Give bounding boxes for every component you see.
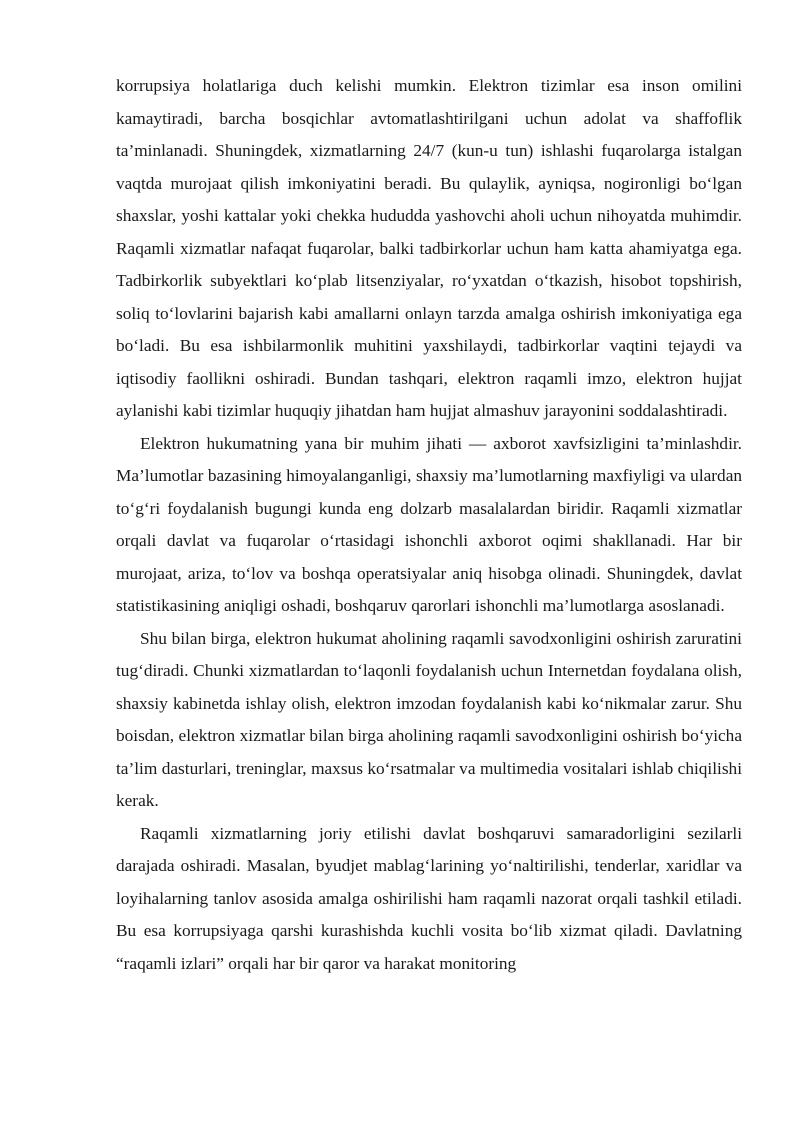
- document-body: [116, 70, 742, 980]
- paragraph: korrupsiya holatlariga duch kelishi mumkin. Elektron tizimlar esa inson omilini kamaytiradi, barcha bosqichlar avtomatlashtirilgani uchun adolat va shaffoflik ta’minlanadi. Shuningdek, xizmatlarning 24/7 (kun-u tun) ishlashi fuqarolarga istalgan vaqtda murojaat qilish imkoniyatini beradi. Bu qulaylik, ayniqsa, nogironligi bo‘lgan shaxslar, yoshi kattalar yoki chekka hududda yashovchi aholi uchun nihoyatda muhimdir. Raqamli xizmatlar nafaqat fuqarolar, balki tadbirkorlar uchun ham katta ahamiyatga ega. Tadbirkorlik subyektlari ko‘plab litsenziyalar, ro‘yxatdan o‘tkazish, hisobot topshirish, soliq to‘lovlarini bajarish kabi amallarni onlayn tarzda amalga oshirish imkoniyatiga ega bo‘ladi. Bu esa ishbilarmonlik muhitini yaxshilaydi, tadbirkorlar vaqtini tejaydi va iqtisodiy faollikni oshiradi. Bundan tashqari, elektron raqamli imzo, elektron hujjat aylanishi kabi tizimlar huquqiy jihatdan ham hujjat almashuv jarayonini soddalashtiradi.: [116, 76, 742, 420]
- paragraph: Elektron hukumatning yana bir muhim jihati — axborot xavfsizligini ta’minlashdir. Ma’lumotlar bazasining himoyalanganligi, shaxsiy ma’lumotlarning maxfiyligi va ulardan to‘g‘ri foydalanish bugungi kunda eng dolzarb masalalardan biridir. Raqamli xizmatlar orqali davlat va fuqarolar o‘rtasidagi ishonchli axborot oqimi shakllanadi. Har bir murojaat, ariza, to‘lov va boshqa operatsiyalar aniq hisobga olinadi. Shuningdek, davlat statistikasining aniqligi oshadi, boshqaruv qarorlari ishonchli ma’lumotlarga asoslanadi.: [116, 433, 742, 615]
- paragraph: Shu bilan birga, elektron hukumat aholining raqamli savodxonligini oshirish zaruratini tug‘diradi. Chunki xizmatlardan to‘laqonli foydalanish uchun Internetdan foydalana olish, shaxsiy kabinetda ishlay olish, elektron imzodan foydalanish kabi ko‘nikmalar zarur. Shu boisdan, elektron xizmatlar bilan birga aholining raqamli savodxonligini oshirish bo‘yicha ta’lim dasturlari, treninglar, maxsus ko‘rsatmalar va multimedia vositalari ishlab chiqilishi kerak.: [116, 628, 742, 810]
- paragraph: Raqamli xizmatlarning joriy etilishi davlat boshqaruvi samaradorligini sezilarli darajada oshiradi. Masalan, byudjet mablag‘larining yo‘naltirilishi, tenderlar, xaridlar va loyihalarning tanlov asosida amalga oshirilishi ham raqamli nazorat orqali tashkil etiladi. Bu esa korrupsiyaga qarshi kurashishda kuchli vosita bo‘lib xizmat qiladi. Davlatning “raqamli izlari” orqali har bir qaror va harakat monitoring: [116, 823, 742, 973]
